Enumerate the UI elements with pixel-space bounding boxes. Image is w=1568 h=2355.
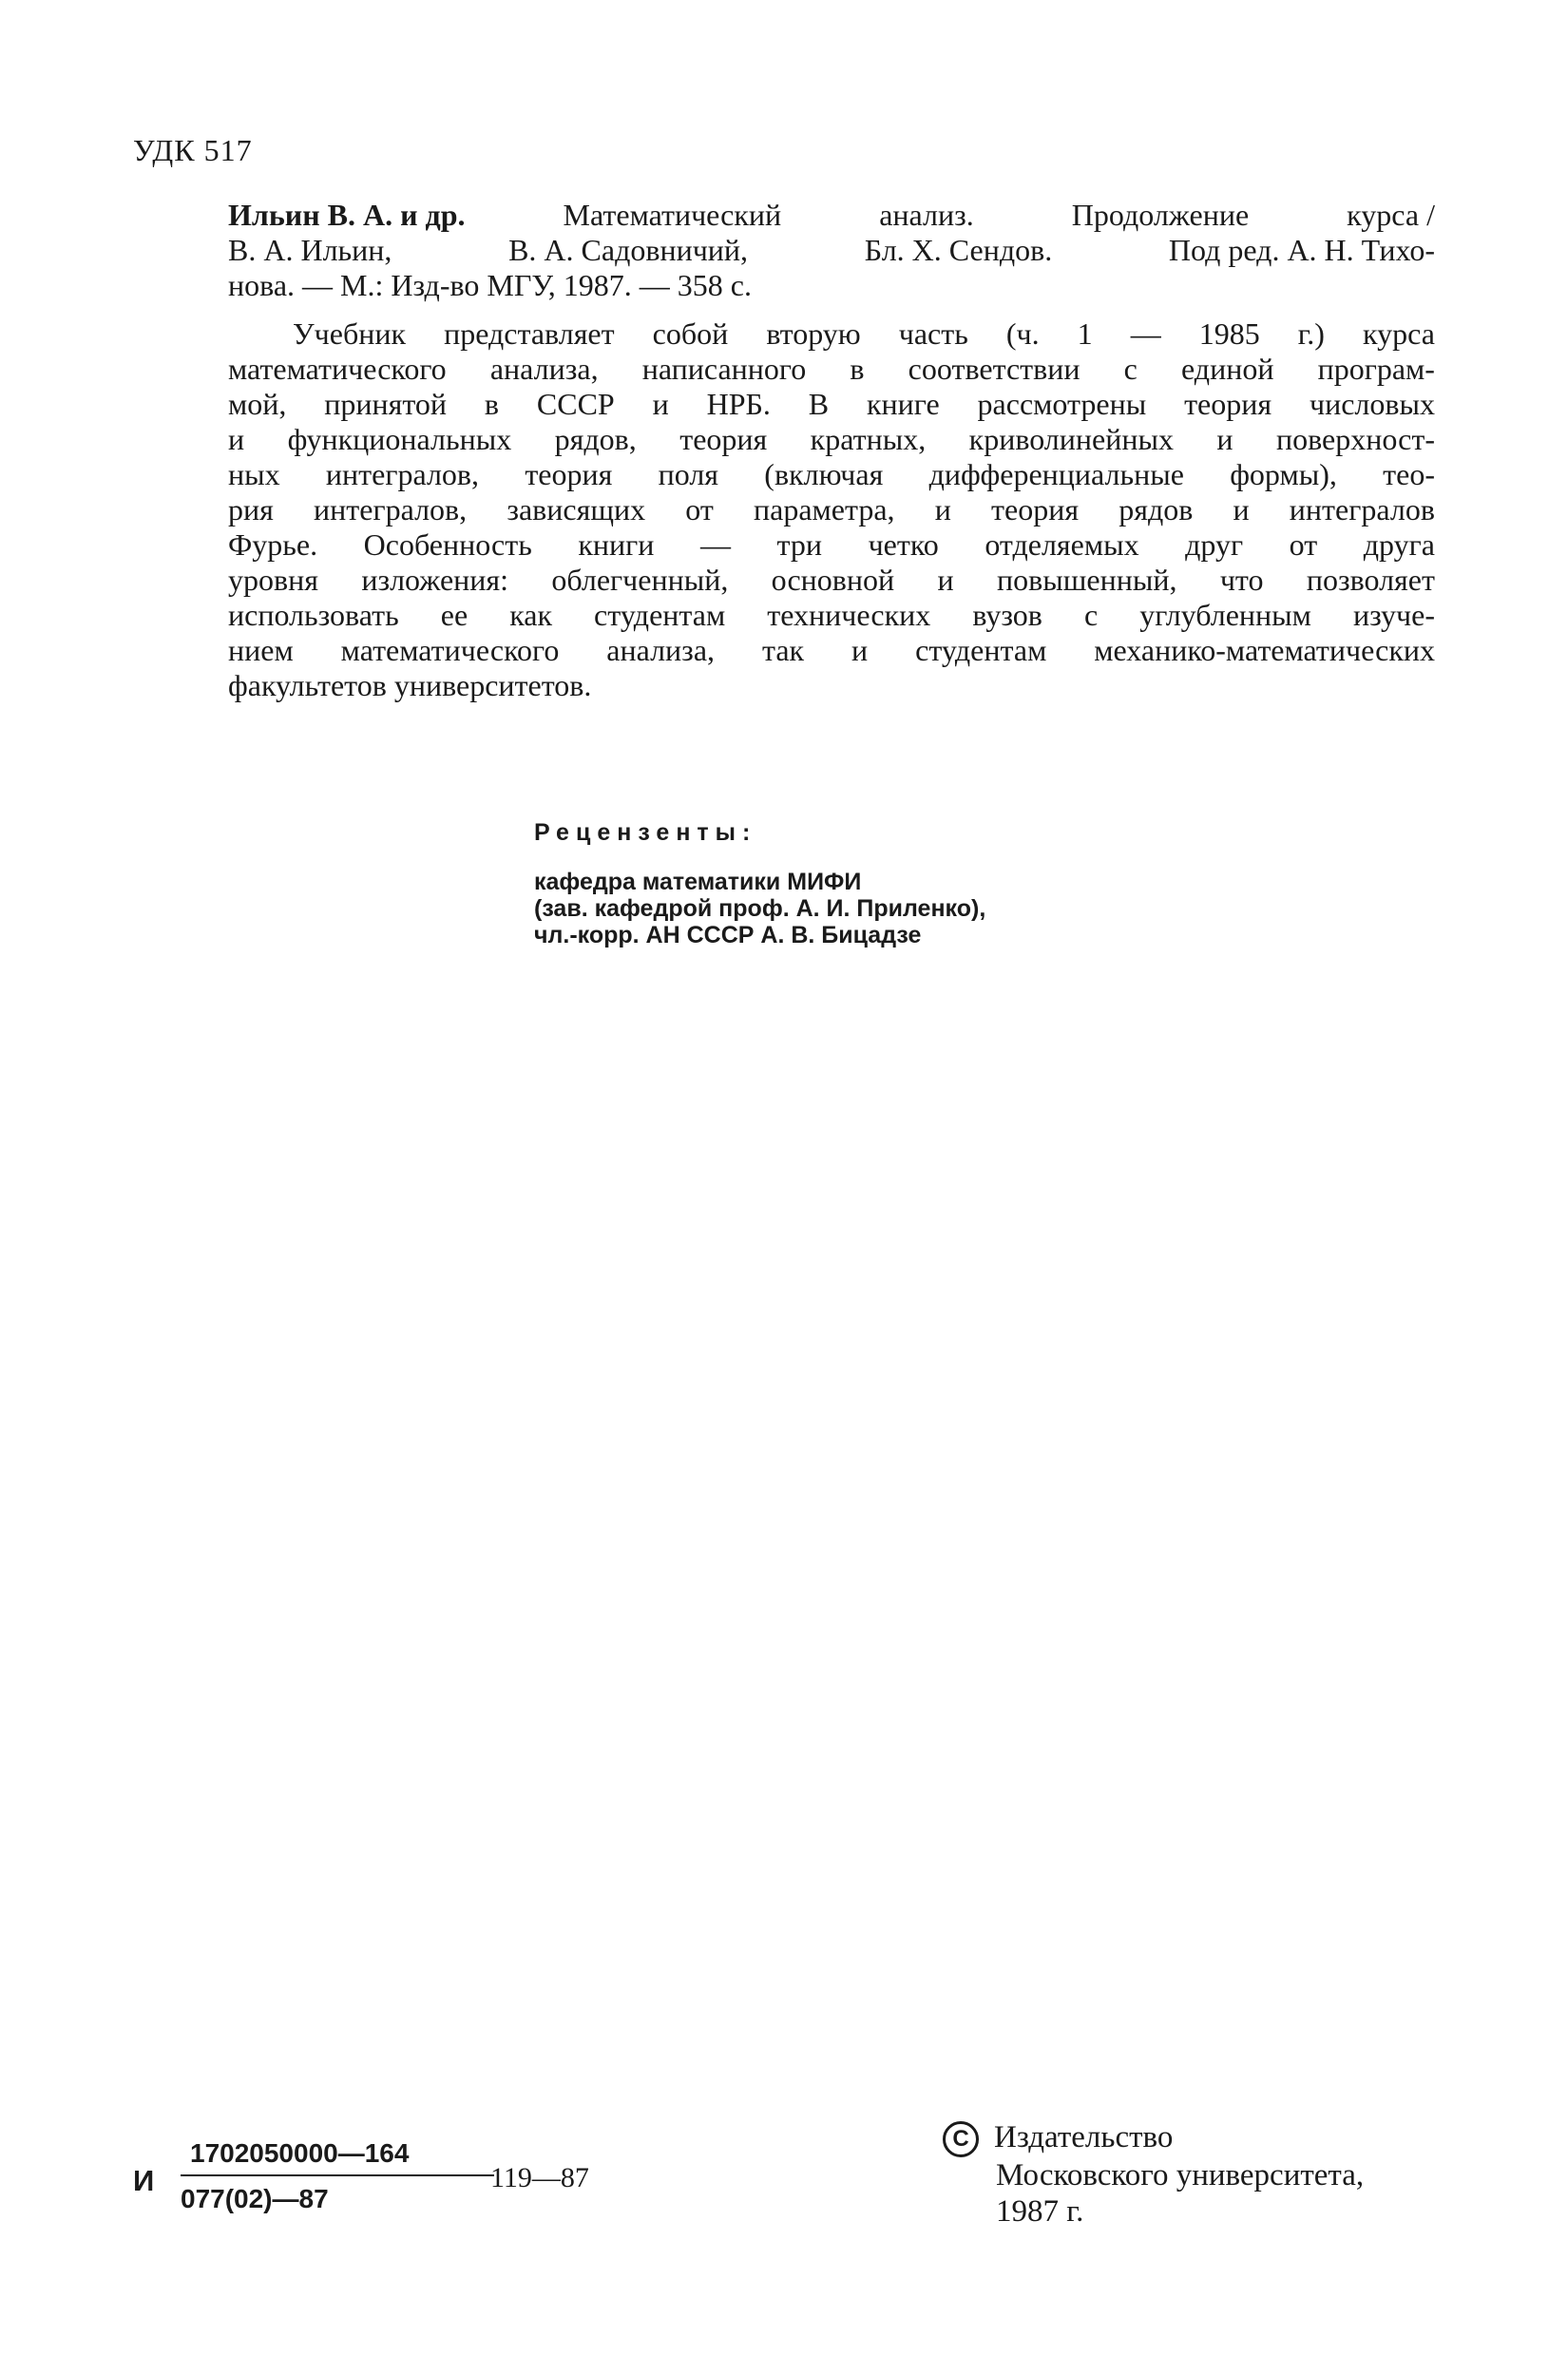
abstract-word: и (1233, 492, 1250, 527)
biblio-word: Под ред. А. Н. Тихо- (1168, 233, 1435, 267)
abstract-word: так (761, 633, 805, 667)
abstract-word: облегченный, (551, 563, 729, 597)
biblio-word: курса / (1347, 198, 1435, 232)
abstract-word: отделяемых (985, 527, 1139, 562)
catalog-suffix: 119—87 (490, 2162, 589, 2193)
abstract-word: студентам (915, 633, 1047, 667)
abstract-line (228, 563, 1435, 598)
abstract-word: книге (866, 387, 940, 421)
fraction-bar (181, 2174, 494, 2176)
abstract-word: поля (658, 457, 719, 491)
abstract-word: интегралов, (314, 492, 468, 527)
abstract-word: — (699, 527, 731, 562)
abstract-word: (включая (764, 457, 884, 491)
publication-year: 1987 г. (996, 2194, 1084, 2230)
udk-code: УДК 517 (133, 133, 253, 167)
abstract-word: с (1123, 352, 1138, 386)
author-name: Ильин В. А. и др. (228, 198, 466, 232)
abstract-word: — (1130, 316, 1161, 351)
abstract-word: что (1219, 563, 1264, 597)
abstract-word: книги (578, 527, 655, 562)
abstract-word: 1 (1077, 316, 1093, 351)
abstract-word: соответствии (908, 352, 1080, 386)
abstract-word: технических (767, 598, 931, 632)
abstract-line (228, 527, 1435, 563)
abstract-word: поверхност- (1275, 422, 1435, 456)
abstract-word: теория (679, 422, 768, 456)
abstract-word: с (1083, 598, 1099, 632)
publisher-label: Издательство (994, 2120, 1174, 2154)
abstract-word: кратных, (810, 422, 927, 456)
abstract-word: от (685, 492, 714, 527)
abstract-word: тео- (1383, 457, 1435, 491)
catalog-denominator: 077(02)—87 (181, 2184, 329, 2213)
copyright-icon: C (943, 2121, 979, 2157)
abstract-word: собой (652, 316, 729, 351)
abstract-word: повышенный, (997, 563, 1177, 597)
abstract-word: интегралов, (325, 457, 480, 491)
abstract-word: механико-математических (1094, 633, 1435, 667)
abstract-line (228, 387, 1435, 422)
abstract-word: как (509, 598, 552, 632)
biblio-word: Бл. Х. Сендов. (864, 233, 1053, 267)
abstract-word: дифференциальные (928, 457, 1184, 491)
biblio-line-3: нова. — М.: Изд-во МГУ, 1987. — 358 с. (228, 268, 752, 302)
biblio-word: В. А. Садовничий, (508, 233, 749, 267)
abstract-word: функциональных (287, 422, 512, 456)
abstract-word: НРБ. (706, 387, 771, 421)
abstract-word: теория (525, 457, 613, 491)
abstract-word: основной (771, 563, 895, 597)
abstract-word: в (484, 387, 500, 421)
abstract-word: четко (868, 527, 939, 562)
biblio-word: Продолжение (1071, 198, 1250, 232)
abstract-word: анализа, (489, 352, 599, 386)
abstract-word: друга (1363, 527, 1435, 562)
bibliographic-record (228, 198, 1435, 303)
abstract-word: г.) (1297, 316, 1325, 351)
abstract-word: мой, (228, 387, 287, 421)
abstract-word: в (850, 352, 865, 386)
abstract-word: студентам (594, 598, 726, 632)
catalog-letter: И (133, 2164, 155, 2197)
abstract-word: анализа, (606, 633, 716, 667)
abstract-word: от (1289, 527, 1318, 562)
abstract-line (228, 598, 1435, 633)
abstract-word: програм- (1317, 352, 1435, 386)
reviewer-line: (зав. кафедрой проф. А. И. Приленко), (534, 895, 986, 922)
abstract-word: и (228, 422, 245, 456)
abstract-word: вузов (972, 598, 1042, 632)
reviewer-line: кафедра математики МИФИ (534, 869, 862, 895)
abstract-line: факультетов университетов. (228, 668, 592, 702)
abstract-word: принятой (324, 387, 448, 421)
abstract-word: математического (228, 352, 447, 386)
biblio-word: анализ. (879, 198, 974, 232)
biblio-line-2 (228, 233, 1435, 268)
abstract-word: представляет (444, 316, 615, 351)
abstract-word: друг (1185, 527, 1244, 562)
abstract-word: параметра, (753, 492, 895, 527)
reviewer-line: чл.-корр. АН СССР А. В. Бицадзе (534, 922, 922, 948)
abstract-word: ных (228, 457, 280, 491)
abstract-word: курса (1363, 316, 1435, 351)
abstract-word: и (652, 387, 669, 421)
abstract-word: изложения: (361, 563, 508, 597)
abstract-word: рия (228, 492, 274, 527)
copyright-line-1 (943, 2119, 1364, 2157)
catalog-numerator: 1702050000—164 (190, 2138, 410, 2168)
abstract-word: и (937, 563, 954, 597)
abstract-word: часть (898, 316, 968, 351)
abstract (228, 316, 1435, 703)
abstract-word: рядов (1119, 492, 1194, 527)
abstract-word: В (808, 387, 830, 421)
biblio-line-1 (228, 198, 1435, 233)
abstract-word: и (1216, 422, 1233, 456)
abstract-word: формы), (1230, 457, 1337, 491)
abstract-word: Особенность (363, 527, 532, 562)
reviewers-block (534, 819, 985, 948)
abstract-word: математического (340, 633, 560, 667)
abstract-word: 1985 (1198, 316, 1260, 351)
abstract-word: и (851, 633, 869, 667)
abstract-word: вторую (766, 316, 861, 351)
abstract-word: использовать (228, 598, 399, 632)
abstract-word: числовых (1309, 387, 1435, 421)
abstract-line (228, 633, 1435, 668)
abstract-word: углубленным (1139, 598, 1311, 632)
abstract-word: теория (1184, 387, 1272, 421)
abstract-word: интегралов (1289, 492, 1435, 527)
reviewers-heading: Рецензенты: (534, 819, 757, 846)
abstract-line (228, 457, 1435, 492)
abstract-word: (ч. (1005, 316, 1040, 351)
abstract-word: позволяет (1306, 563, 1435, 597)
biblio-word: В. А. Ильин, (228, 233, 392, 267)
abstract-word: изуче- (1352, 598, 1435, 632)
abstract-word: зависящих (507, 492, 646, 527)
abstract-word: рядов, (554, 422, 637, 456)
abstract-line (228, 492, 1435, 527)
abstract-word: и (934, 492, 951, 527)
abstract-word: Фурье. (228, 527, 318, 562)
abstract-word: написанного (641, 352, 807, 386)
publisher-name: Московского университета, (996, 2158, 1365, 2193)
abstract-word: уровня (228, 563, 318, 597)
abstract-word: три (776, 527, 823, 562)
abstract-word: единой (1181, 352, 1274, 386)
abstract-word: Учебник (293, 316, 407, 351)
abstract-word: криволинейных (968, 422, 1174, 456)
abstract-line (228, 422, 1435, 457)
abstract-word: СССР (536, 387, 615, 421)
abstract-word: нием (228, 633, 294, 667)
abstract-word: рассмотрены (977, 387, 1147, 421)
abstract-line (228, 316, 1435, 352)
copyright-block (943, 2119, 1364, 2230)
abstract-word: теория (991, 492, 1080, 527)
biblio-word: Математический (563, 198, 782, 232)
abstract-word: ее (440, 598, 468, 632)
abstract-line (228, 352, 1435, 387)
